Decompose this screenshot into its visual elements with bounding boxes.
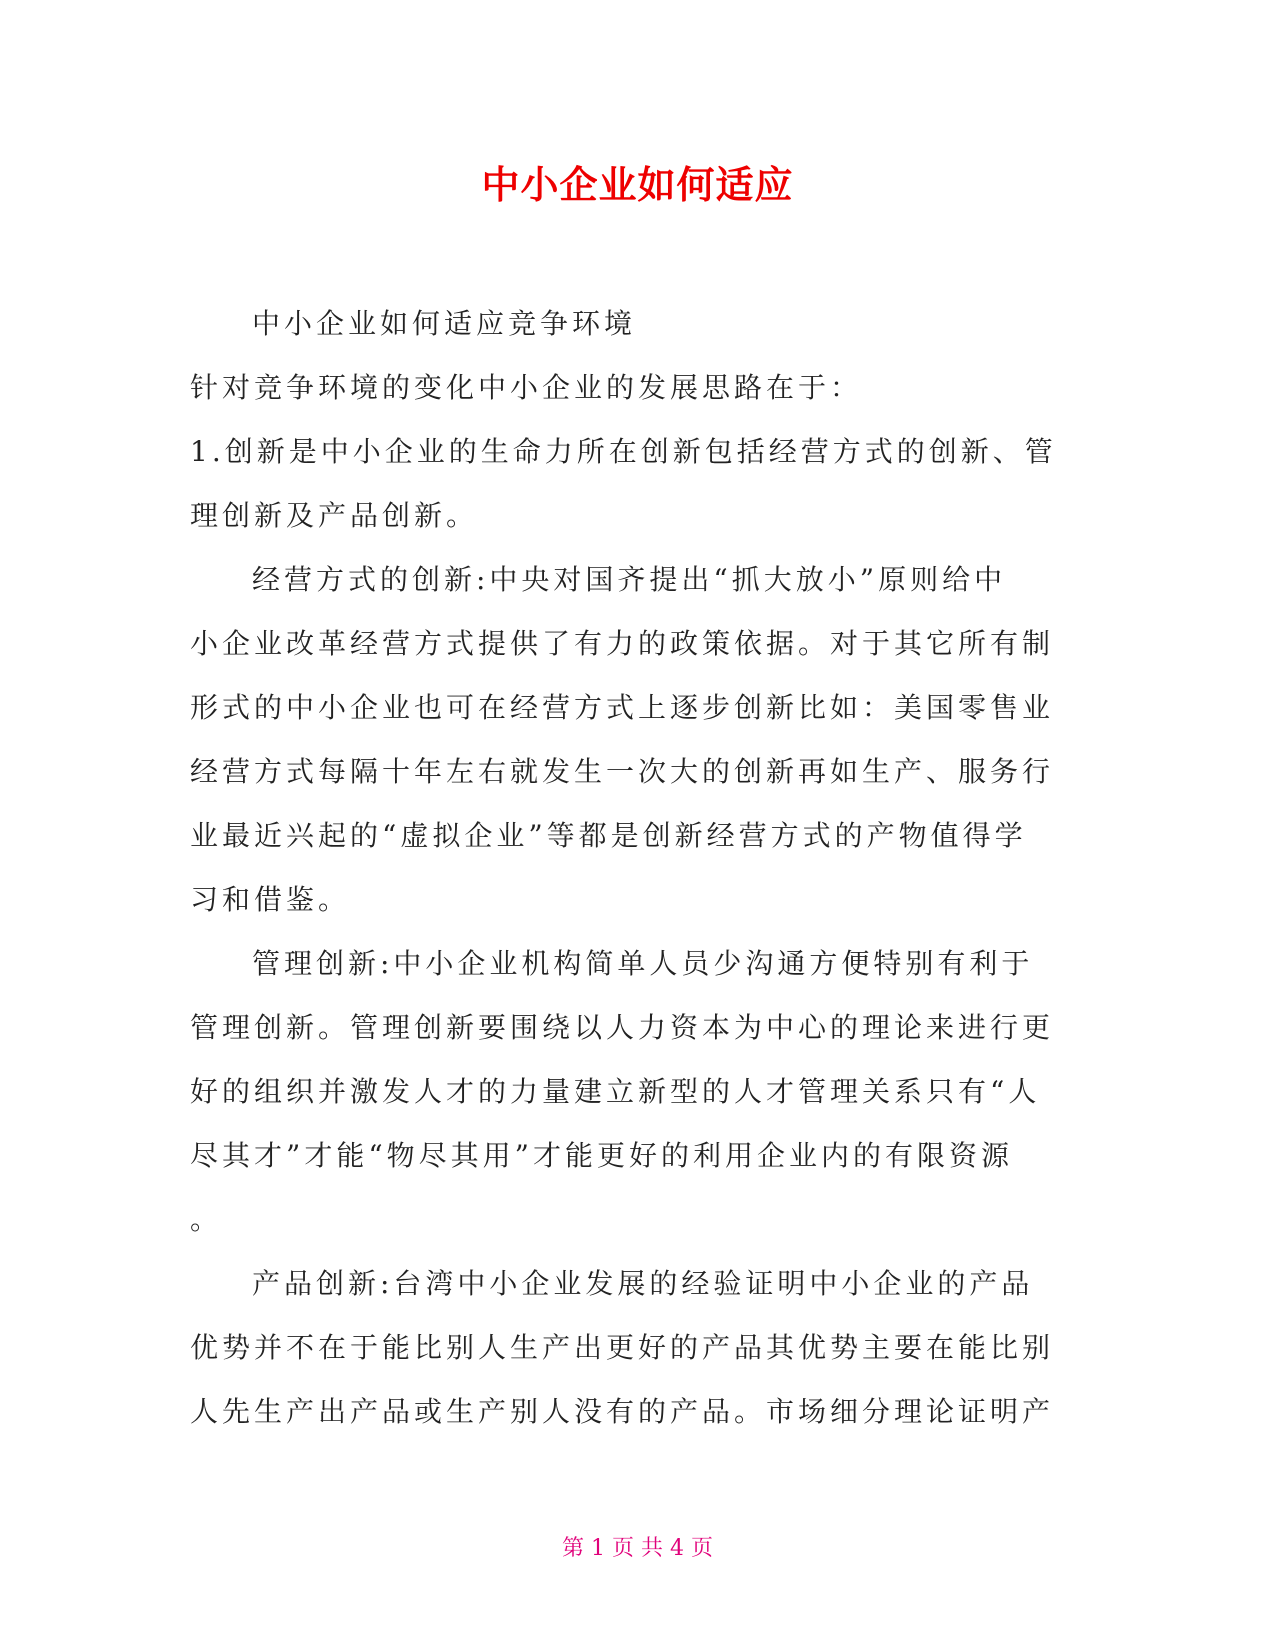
body-text-line: 管理创新。管理创新要围绕以人力资本为中心的理论来进行更 xyxy=(190,1011,1055,1044)
body-text-line: 习和借鉴。 xyxy=(190,883,351,916)
document-body xyxy=(190,292,1092,1444)
body-text-line: 理创新及产品创新。 xyxy=(190,499,479,532)
body-text-line: 。 xyxy=(190,1203,223,1236)
body-text-line: 业最近兴起的“虚拟企业”等都是创新经营方式的产物值得学 xyxy=(190,819,1027,852)
body-text-line: 针对竞争环境的变化中小企业的发展思路在于： xyxy=(190,371,863,404)
body-text-line: 形式的中小企业也可在经营方式上逐步创新比如：美国零售业 xyxy=(190,691,1055,724)
body-text-line: 好的组织并激发人才的力量建立新型的人才管理关系只有“人 xyxy=(190,1075,1041,1108)
body-text-line: 1.创新是中小企业的生命力所在创新包括经营方式的创新、管 xyxy=(190,435,1057,468)
document-title: 中小企业如何适应 xyxy=(481,163,794,207)
body-text-line: 优势并不在于能比别人生产出更好的产品其优势主要在能比别 xyxy=(190,1331,1055,1364)
body-text-line: 尽其才”才能“物尽其用”才能更好的利用企业内的有限资源 xyxy=(190,1139,1013,1172)
body-text-line: 人先生产出产品或生产别人没有的产品。市场细分理论证明产 xyxy=(190,1395,1055,1428)
body-text-line: 中小企业如何适应竞争环境 xyxy=(252,307,637,340)
body-text-line: 经营方式的创新:中央对国齐提出“抓大放小”原则给中 xyxy=(252,563,1007,596)
body-text-line: 小企业改革经营方式提供了有力的政策依据。对于其它所有制 xyxy=(190,627,1055,660)
body-text-line: 产品创新:台湾中小企业发展的经验证明中小企业的产品 xyxy=(252,1267,1034,1300)
body-text-line: 管理创新:中小企业机构简单人员少沟通方便特别有利于 xyxy=(252,947,1034,980)
page-footer: 第 1 页 共 4 页 xyxy=(562,1536,713,1561)
body-text-line: 经营方式每隔十年左右就发生一次大的创新再如生产、服务行 xyxy=(190,755,1055,788)
